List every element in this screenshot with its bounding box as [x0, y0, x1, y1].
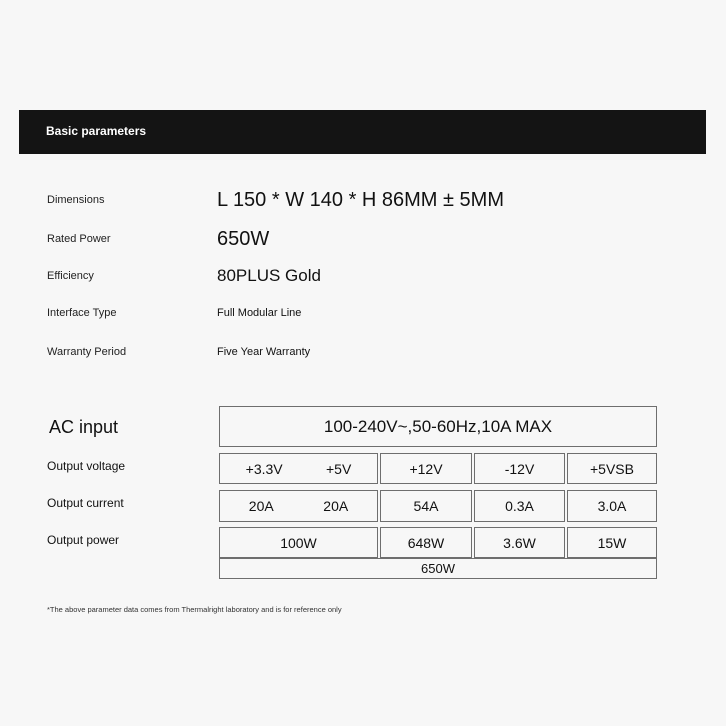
current-value: 20A	[323, 498, 349, 514]
current-value: 0.3A	[505, 498, 534, 514]
power-cell	[219, 527, 378, 558]
current-cell-group-1	[219, 490, 378, 522]
output-current-label: Output current	[47, 496, 124, 510]
voltage-value: +3.3V	[245, 460, 283, 477]
param-label-interface-type: Interface Type	[47, 307, 117, 319]
power-value: 3.6W	[503, 534, 536, 551]
current-cell	[380, 490, 472, 522]
ac-input-value-cell	[219, 406, 657, 447]
param-label-efficiency: Efficiency	[47, 270, 94, 282]
total-power-cell	[219, 558, 657, 579]
voltage-value: -12V	[504, 460, 535, 477]
output-power-label: Output power	[47, 533, 120, 547]
param-label-rated-power: Rated Power	[47, 233, 111, 245]
voltage-cell	[567, 453, 657, 484]
power-value: 15W	[597, 534, 627, 551]
current-value: 20A	[248, 498, 274, 514]
ac-input-value: 100-240V~,50-60Hz,10A MAX	[323, 416, 553, 436]
footnote: *The above parameter data comes from Thermalright laboratory and is for reference only	[47, 605, 342, 614]
voltage-value: +5V	[326, 460, 352, 477]
param-value-warranty-period: Five Year Warranty	[217, 346, 311, 358]
total-power-value: 650W	[421, 561, 455, 576]
power-value: 648W	[407, 534, 445, 551]
voltage-value: +5VSB	[590, 460, 634, 477]
param-value-efficiency: 80PLUS Gold	[217, 266, 321, 285]
param-value-rated-power: 650W	[217, 228, 270, 250]
header-title: Basic parameters	[46, 124, 147, 138]
voltage-cell-group-1	[219, 453, 378, 484]
current-cell	[474, 490, 565, 522]
param-label-dimensions: Dimensions	[47, 194, 105, 206]
voltage-value: +12V	[409, 460, 443, 477]
current-value: 3.0A	[597, 498, 627, 514]
voltage-cell	[380, 453, 472, 484]
power-cell	[474, 527, 565, 558]
output-voltage-label: Output voltage	[47, 459, 126, 473]
voltage-cell	[474, 453, 565, 484]
param-value-interface-type: Full Modular Line	[217, 307, 302, 319]
power-cell	[567, 527, 657, 558]
power-value: 100W	[280, 534, 317, 551]
power-cell	[380, 527, 472, 558]
current-value: 54A	[413, 498, 439, 514]
header-bar	[19, 110, 706, 154]
current-cell	[567, 490, 657, 522]
param-label-warranty-period: Warranty Period	[47, 346, 127, 358]
param-value-dimensions: L 150 * W 140 * H 86MM ± 5MM	[217, 189, 505, 211]
ac-input-label: AC input	[49, 417, 119, 437]
